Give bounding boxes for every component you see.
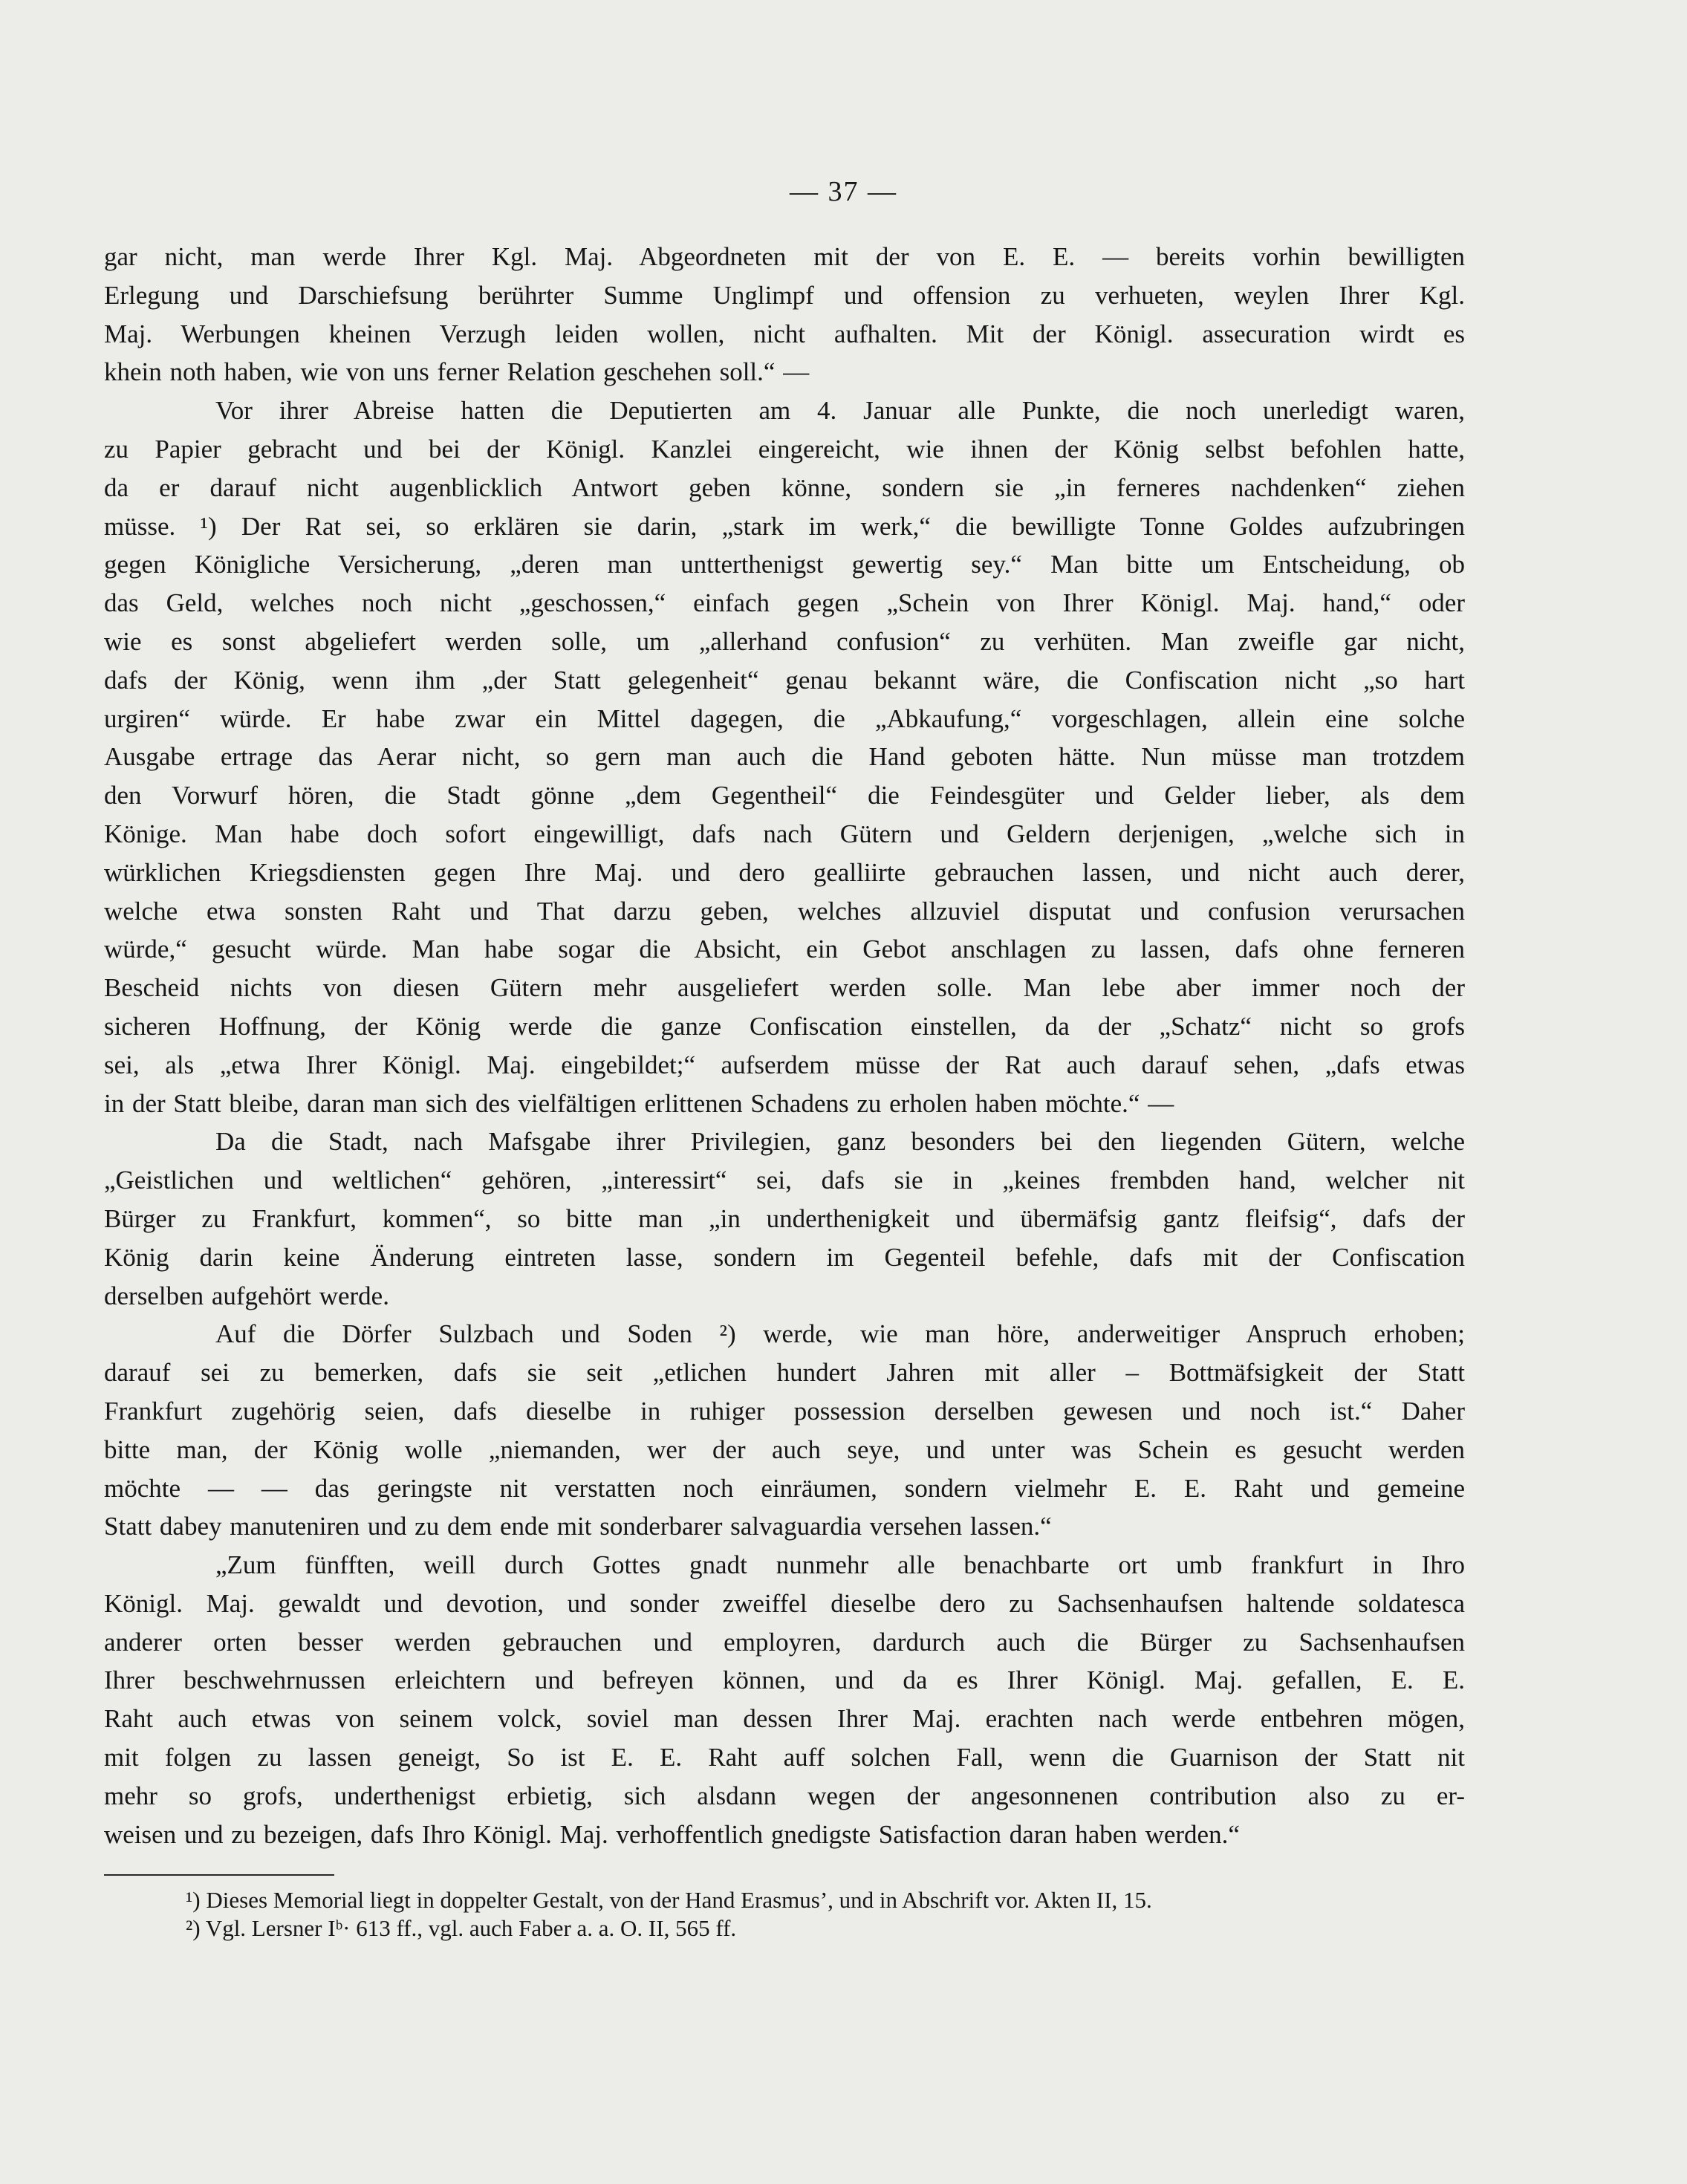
text-line: Frankfurt zugehörig seien, dafs dieselbe in ruhiger possession derselben gewesen und noch ist.“ Daher [104, 1396, 1465, 1426]
text-line: Erlegung und Darschiefsung berührter Summe Unglimpf und offension zu verhueten, weylen Ihrer Kgl. [104, 280, 1465, 310]
text-line: Statt dabey manuteniren und zu dem ende mit sonderbarer salvaguardia versehen lassen.“ [104, 1512, 1052, 1541]
text-line: „Zum fünfften, weill durch Gottes gnadt nunmehr alle benachbarte ort umb frankfurt in Ihro [215, 1550, 1465, 1580]
text-line: Ausgabe ertrage das Aerar nicht, so gern man auch die Hand geboten hätte. Nun müsse man trotzdem [104, 742, 1465, 772]
text-line: König darin keine Änderung eintreten lasse, sondern im Gegenteil befehle, dafs mit der Confiscation [104, 1242, 1465, 1272]
text-line: urgiren“ würde. Er habe zwar ein Mittel dagegen, die „Abkaufung,“ vorgeschlagen, allein eine solche [104, 703, 1465, 733]
text-line: bitte man, der König wolle „niemanden, wer der auch seye, und unter was Schein es gesucht werden [104, 1434, 1465, 1464]
text-line: mit folgen zu lassen geneigt, So ist E. E. Raht auff solchen Fall, wenn die Guarnison der Statt nit [104, 1743, 1465, 1772]
text-line: Bescheid nichts von diesen Gütern mehr ausgeliefert werden solle. Man lebe aber immer noch der [104, 973, 1465, 1003]
text-line: Ihrer beschwehrnussen erleichtern und befreyen können, und da es Ihrer Königl. Maj. gefallen, E. E. [104, 1665, 1465, 1695]
text-line: sicheren Hoffnung, der König werde die ganze Confiscation einstellen, da der „Schatz“ nicht so grofs [104, 1011, 1465, 1041]
paragraph [104, 1546, 1465, 1853]
text-line: Auf die Dörfer Sulzbach und Soden ²) werde, wie man höre, anderweitiger Anspruch erhoben; [215, 1319, 1465, 1349]
text-line: derselben aufgehört werde. [104, 1281, 389, 1310]
text-line: khein noth haben, wie von uns ferner Relation geschehen soll.“ — [104, 357, 810, 387]
text-line: Bürger zu Frankfurt, kommen“, so bitte man „in underthenigkeit und übermäfsig gantz fleifsig“, dafs der [104, 1203, 1465, 1233]
text-line: zu Papier gebracht und bei der Königl. Kanzlei eingereicht, wie ihnen der König selbst befohlen hatte, [104, 434, 1465, 464]
text-line: welche etwa sonsten Raht und That darzu geben, welches allzuviel disputat und confusion verursachen [104, 896, 1465, 926]
text-line: wie es sonst abgeliefert werden solle, um „allerhand confusion“ zu verhüten. Man zweifle gar nicht, [104, 626, 1465, 656]
text-line: mehr so grofs, underthenigst erbietig, sich alsdann wegen der angesonnenen contribution also zu er- [104, 1781, 1465, 1810]
text-line: Maj. Werbungen kheinen Verzugh leiden wollen, nicht aufhalten. Mit der Königl. assecuration wirdt es [104, 319, 1465, 348]
text-line: „Geistlichen und weltlichen“ gehören, „interessirt“ sei, dafs sie in „keines frembden hand, welcher nit [104, 1166, 1465, 1195]
text-line: gar nicht, man werde Ihrer Kgl. Maj. Abgeordneten mit der von E. E. — bereits vorhin bewilligten [104, 242, 1465, 271]
text-line: sei, als „etwa Ihrer Königl. Maj. eingebildet;“ aufserdem müsse der Rat auch darauf sehen, „dafs etwas [104, 1050, 1465, 1079]
text-line: würde,“ gesucht würde. Man habe sogar die Absicht, ein Gebot anschlagen zu lassen, dafs ohne ferneren [104, 935, 1465, 964]
footnotes [104, 1886, 1465, 1943]
text-line: da er darauf nicht augenblicklich Antwort geben könne, sondern sie „in ferneres nachdenken“ ziehen [104, 472, 1465, 502]
text-line: dafs der König, wenn ihm „der Statt gelegenheit“ genau bekannt wäre, die Confiscation nicht „so hart [104, 665, 1465, 695]
text-line: Könige. Man habe doch sofort eingewilligt, dafs nach Gütern und Geldern derjenigen, „welche sich in [104, 819, 1465, 848]
paragraph [104, 1122, 1465, 1315]
text-line: weisen und zu bezeigen, dafs Ihro Königl. Maj. verhoffentlich gnedigste Satisfaction daran haben werden.“ [104, 1819, 1240, 1849]
paragraph [104, 391, 1465, 1122]
text-line: Raht auch etwas von seinem volck, soviel man dessen Ihrer Maj. erachten nach werde entbehren mögen, [104, 1704, 1465, 1734]
text-line: würklichen Kriegsdiensten gegen Ihre Maj. und dero gealliirte gebrauchen lassen, und nicht auch derer, [104, 857, 1465, 887]
page-number: — 37 — [790, 176, 897, 207]
text-line: müsse. ¹) Der Rat sei, so erklären sie darin, „stark im werk,“ die bewilligte Tonne Goldes aufzubringen [104, 511, 1465, 541]
paragraph [104, 1315, 1465, 1546]
text-line: Da die Stadt, nach Mafsgabe ihrer Privilegien, ganz besonders bei den liegenden Gütern, welche [215, 1127, 1465, 1157]
paragraph [104, 238, 1465, 391]
footnote-divider [104, 1874, 334, 1876]
text-line: den Vorwurf hören, die Stadt gönne „dem Gegentheil“ die Feindesgüter und Gelder lieber, als dem [104, 781, 1465, 810]
text-line: möchte — — das geringste nit verstatten noch einräumen, sondern vielmehr E. E. Raht und gemeine [104, 1473, 1465, 1503]
body-text [104, 238, 1465, 1853]
text-line: in der Statt bleibe, daran man sich des vielfältigen erlittenen Schadens zu erholen haben möchte.“ — [104, 1088, 1174, 1118]
text-line: Königl. Maj. gewaldt und devotion, und sonder zweiffel dieselbe dero zu Sachsenhaufsen haltende soldatesca [104, 1588, 1465, 1618]
text-line: Vor ihrer Abreise hatten die Deputierten am 4. Januar alle Punkte, die noch unerledigt waren, [215, 396, 1465, 426]
footnote: ¹) Dieses Memorial liegt in doppelter Gestalt, von der Hand Erasmus’, und in Abschrift vor. Akten II, 15. [186, 1887, 1152, 1913]
text-line: anderer orten besser werden gebrauchen und employren, dardurch auch die Bürger zu Sachsenhaufsen [104, 1627, 1465, 1657]
text-line: das Geld, welches noch nicht „geschossen,“ einfach gegen „Schein von Ihrer Königl. Maj. hand,“ oder [104, 588, 1465, 618]
footnote: ²) Vgl. Lersner Iᵇ· 613 ff., vgl. auch Faber a. a. O. II, 565 ff. [186, 1915, 737, 1941]
text-line: gegen Königliche Versicherung, „deren man untterthenigst gewertig sey.“ Man bitte um Entscheidung, ob [104, 550, 1465, 579]
text-line: darauf sei zu bemerken, dafs sie seit „etlichen hundert Jahren mit aller – Bottmäfsigkeit der Statt [104, 1358, 1465, 1388]
